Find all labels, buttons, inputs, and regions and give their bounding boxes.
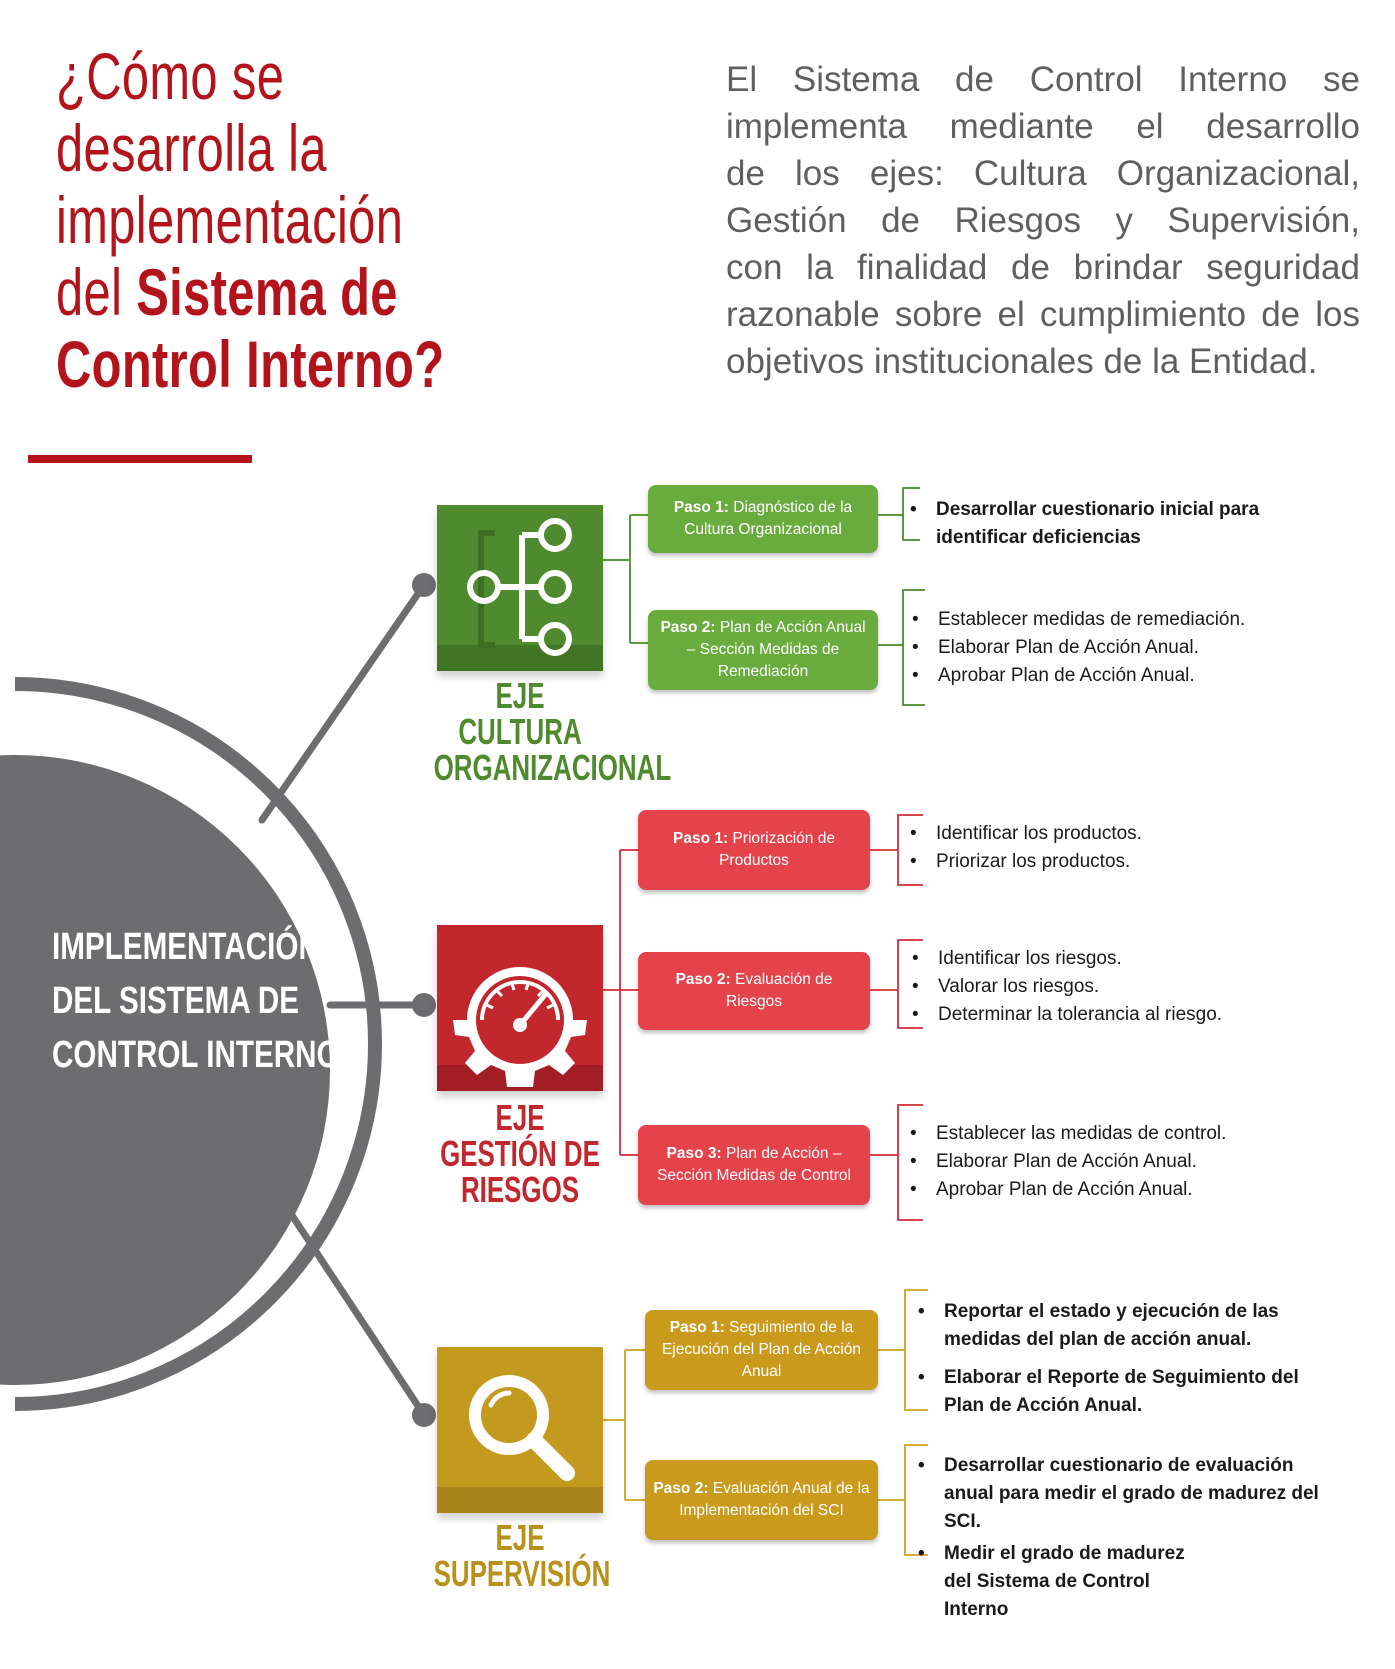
eje-label-line: SUPERVISIÓN (433, 1553, 611, 1594)
eje-label-line: EJE (495, 1517, 545, 1558)
center-label-line: IMPLEMENTACIÓN (52, 926, 320, 968)
network-nodes-icon (437, 505, 603, 671)
bullet-list (912, 945, 1222, 1029)
intro-line: Gestión de Riesgos y Supervisión, (726, 201, 1360, 240)
bullet-list (910, 1120, 1226, 1204)
eje-riesgos-label (434, 1097, 607, 1210)
eje-label-line: EJE (495, 675, 545, 716)
eje-riesgos-tile (437, 925, 603, 1091)
eje-label-line: GESTIÓN DE (440, 1133, 600, 1174)
title-line: desarrolla la (56, 111, 327, 185)
title-line: ¿Cómo se (56, 39, 285, 113)
intro-line: El Sistema de Control Interno se (726, 60, 1360, 99)
step-text: Priorización de Productos (719, 830, 835, 869)
center-label-line: DEL SISTEMA DE (52, 980, 300, 1022)
list-item: • Aprobar Plan de Acción Anual. (912, 662, 1245, 690)
list-item: • Identificar los riesgos. (912, 945, 1222, 973)
step-text: Evaluación Anual de la Implementación del SCI (679, 1480, 870, 1519)
title-bold: Sistema de (136, 255, 398, 329)
bullet-list (918, 1298, 1308, 1420)
list-item: • Establecer medidas de remediación. (912, 606, 1245, 634)
step-box (648, 485, 878, 553)
step-box (638, 1125, 870, 1205)
title-line: implementación (56, 183, 404, 257)
list-item: • Establecer las medidas de control. (910, 1120, 1226, 1148)
intro-line: con la finalidad de brindar seguridad (726, 248, 1360, 287)
step-prefix: Paso 2: (653, 1480, 709, 1497)
bullet-list (910, 496, 1290, 552)
bullet-list (912, 606, 1245, 690)
magnifier-icon (437, 1347, 603, 1513)
intro-line: de los ejes: Cultura Organizacional, (726, 154, 1360, 193)
intro-line: razonable sobre el cumplimiento de los (726, 295, 1360, 334)
step-text: Diagnóstico de la Cultura Organizacional (684, 499, 853, 538)
bullet-list (910, 820, 1142, 876)
step-prefix: Paso 1: (673, 830, 729, 847)
list-item: • Desarrollar cuestionario de evaluación anual para medir el grado de madurez del SCI. (918, 1452, 1338, 1536)
eje-cultura-label (433, 675, 672, 788)
step-text: Plan de Acción Anual – Sección Medidas de Remediación (686, 619, 866, 680)
title-bold: Control Interno? (56, 327, 445, 401)
step-box (645, 1460, 878, 1540)
intro-line: implementa mediante el desarrollo (726, 107, 1360, 146)
title-plain: del (56, 255, 137, 329)
list-item: • Aprobar Plan de Acción Anual. (910, 1176, 1226, 1204)
eje-cultura-tile (437, 505, 603, 671)
step-text: Seguimiento de la Ejecución del Plan de Acción Anual (661, 1319, 862, 1380)
eje-label-line: RIESGOS (460, 1169, 580, 1210)
list-item: • Priorizar los productos. (910, 848, 1142, 876)
step-box (638, 952, 870, 1030)
list-item: • Elaborar Plan de Acción Anual. (910, 1148, 1226, 1176)
list-item: • Identificar los productos. (910, 820, 1142, 848)
center-label (52, 920, 340, 1082)
list-item: • Valorar los riesgos. (912, 973, 1222, 1001)
step-prefix: Paso 3: (666, 1145, 722, 1162)
list-item: • Desarrollar cuestionario inicial para identificar deficiencias (910, 496, 1290, 552)
eje-label-line: CULTURA (458, 711, 582, 752)
step-prefix: Paso 2: (675, 971, 731, 988)
list-item: • Reportar el estado y ejecución de las medidas del plan de acción anual. (918, 1298, 1308, 1354)
list-item: • Determinar la tolerancia al riesgo. (912, 1001, 1222, 1029)
list-item: • Medir el grado de madurez del Sistema de Control Interno (918, 1540, 1214, 1624)
eje-label-line: EJE (495, 1097, 545, 1138)
gauge-gear-icon (437, 925, 603, 1091)
eje-supervision-tile (437, 1347, 603, 1513)
eje-label-line: ORGANIZACIONAL (433, 747, 672, 788)
step-text: Evaluación de Riesgos (726, 971, 833, 1010)
step-prefix: Paso 1: (669, 1319, 725, 1336)
step-prefix: Paso 2: (660, 619, 716, 636)
eje-supervision-label (433, 1517, 611, 1594)
step-box (638, 810, 870, 890)
step-box (648, 610, 878, 690)
list-item: • Elaborar Plan de Acción Anual. (912, 634, 1245, 662)
step-prefix: Paso 1: (673, 499, 729, 516)
intro-line: objetivos institucionales de la Entidad. (726, 342, 1318, 381)
step-text: Plan de Acción – Sección Medidas de Control (657, 1145, 851, 1184)
center-label-line: CONTROL INTERNO (52, 1034, 340, 1076)
bullet-list (918, 1452, 1338, 1624)
list-item: • Elaborar el Reporte de Seguimiento del Plan de Acción Anual. (918, 1364, 1308, 1420)
step-box (645, 1310, 878, 1390)
